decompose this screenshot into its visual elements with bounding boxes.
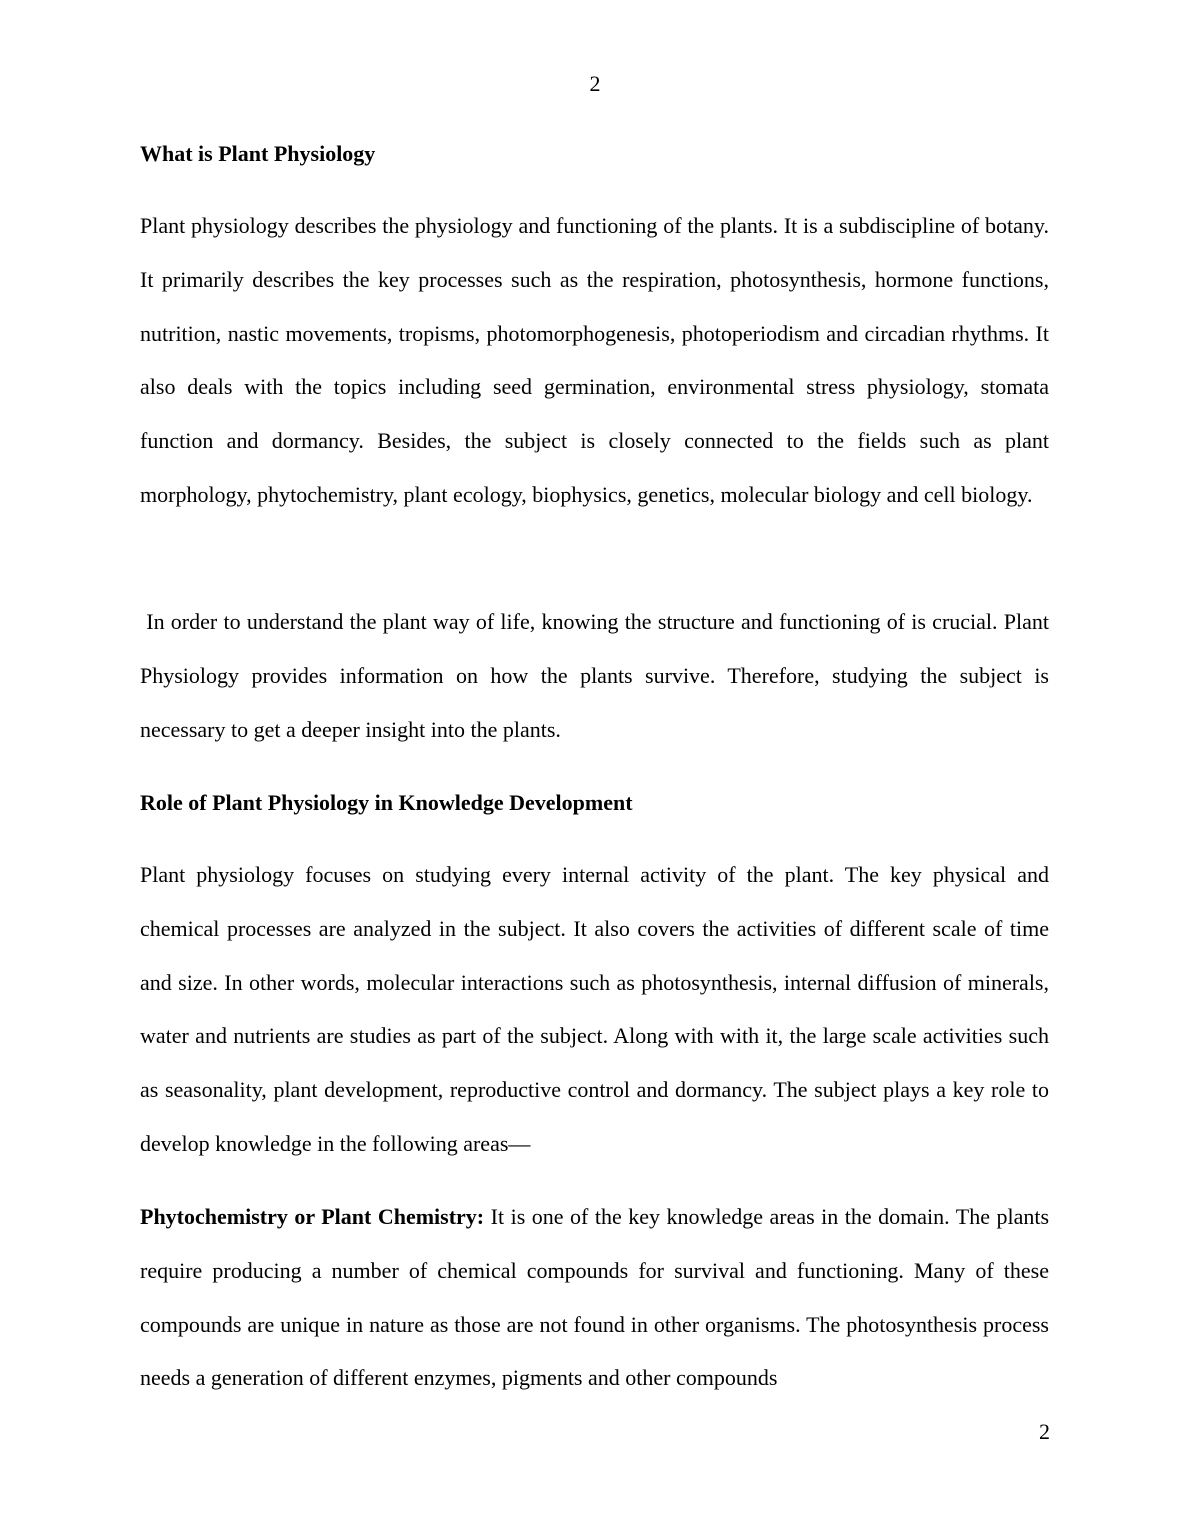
phytochemistry-lead-in: Phytochemistry or Plant Chemistry: [140, 1204, 485, 1229]
paragraph-internal-activities: Plant physiology focuses on studying every internal activity of the plant. The key physical and chemical processes are analyzed in the subject. It also covers the activities of different scale of time and size. In other words, molecular interactions such as photosynthesis, internal diffusion of minerals, water and nutrients are studies as part of the subject. Along with with it, the large scale activities such as seasonality, plant development, reproductive control and dormancy. The subject plays a key role to develop knowledge in the following areas— [140, 862, 1049, 1156]
footer-page-number: 2 [1039, 1419, 1050, 1444]
phytochemistry-body: It is one of the key knowledge areas in the domain. The plants require producing a number of chemical compounds for survival and functioning. Many of these compounds are unique in nature as those are not found in other organisms. The photosynthesis process needs a generation of different enzymes, pigments and other compounds [140, 1204, 1050, 1391]
section-heading-role-in-knowledge-development: Role of Plant Physiology in Knowledge Development [140, 790, 633, 815]
paragraph-phytochemistry [140, 1190, 1049, 1405]
paragraph-understanding-plant-life: In order to understand the plant way of life, knowing the structure and functioning of is crucial. Plant Physiology provides information on how the plants survive. Therefore, studying the subject is necessary to get a deeper insight into the plants. [140, 609, 1049, 742]
section-heading-what-is-plant-physiology: What is Plant Physiology [140, 141, 376, 166]
header-page-number: 2 [589, 71, 601, 96]
paragraph-plant-physiology-definition: Plant physiology describes the physiology and functioning of the plants. It is a subdiscipline of botany. It primarily describes the key processes such as the respiration, photosynthesis, hormone functions, nutrition, nastic movements, tropisms, photomorphogenesis, photoperiodism and circadian rhythms. It also deals with the topics including seed germination, environmental stress physiology, stomata function and dormancy. Besides, the subject is closely connected to the fields such as plant morphology, phytochemistry, plant ecology, biophysics, genetics, molecular biology and cell biology. [140, 213, 1049, 507]
